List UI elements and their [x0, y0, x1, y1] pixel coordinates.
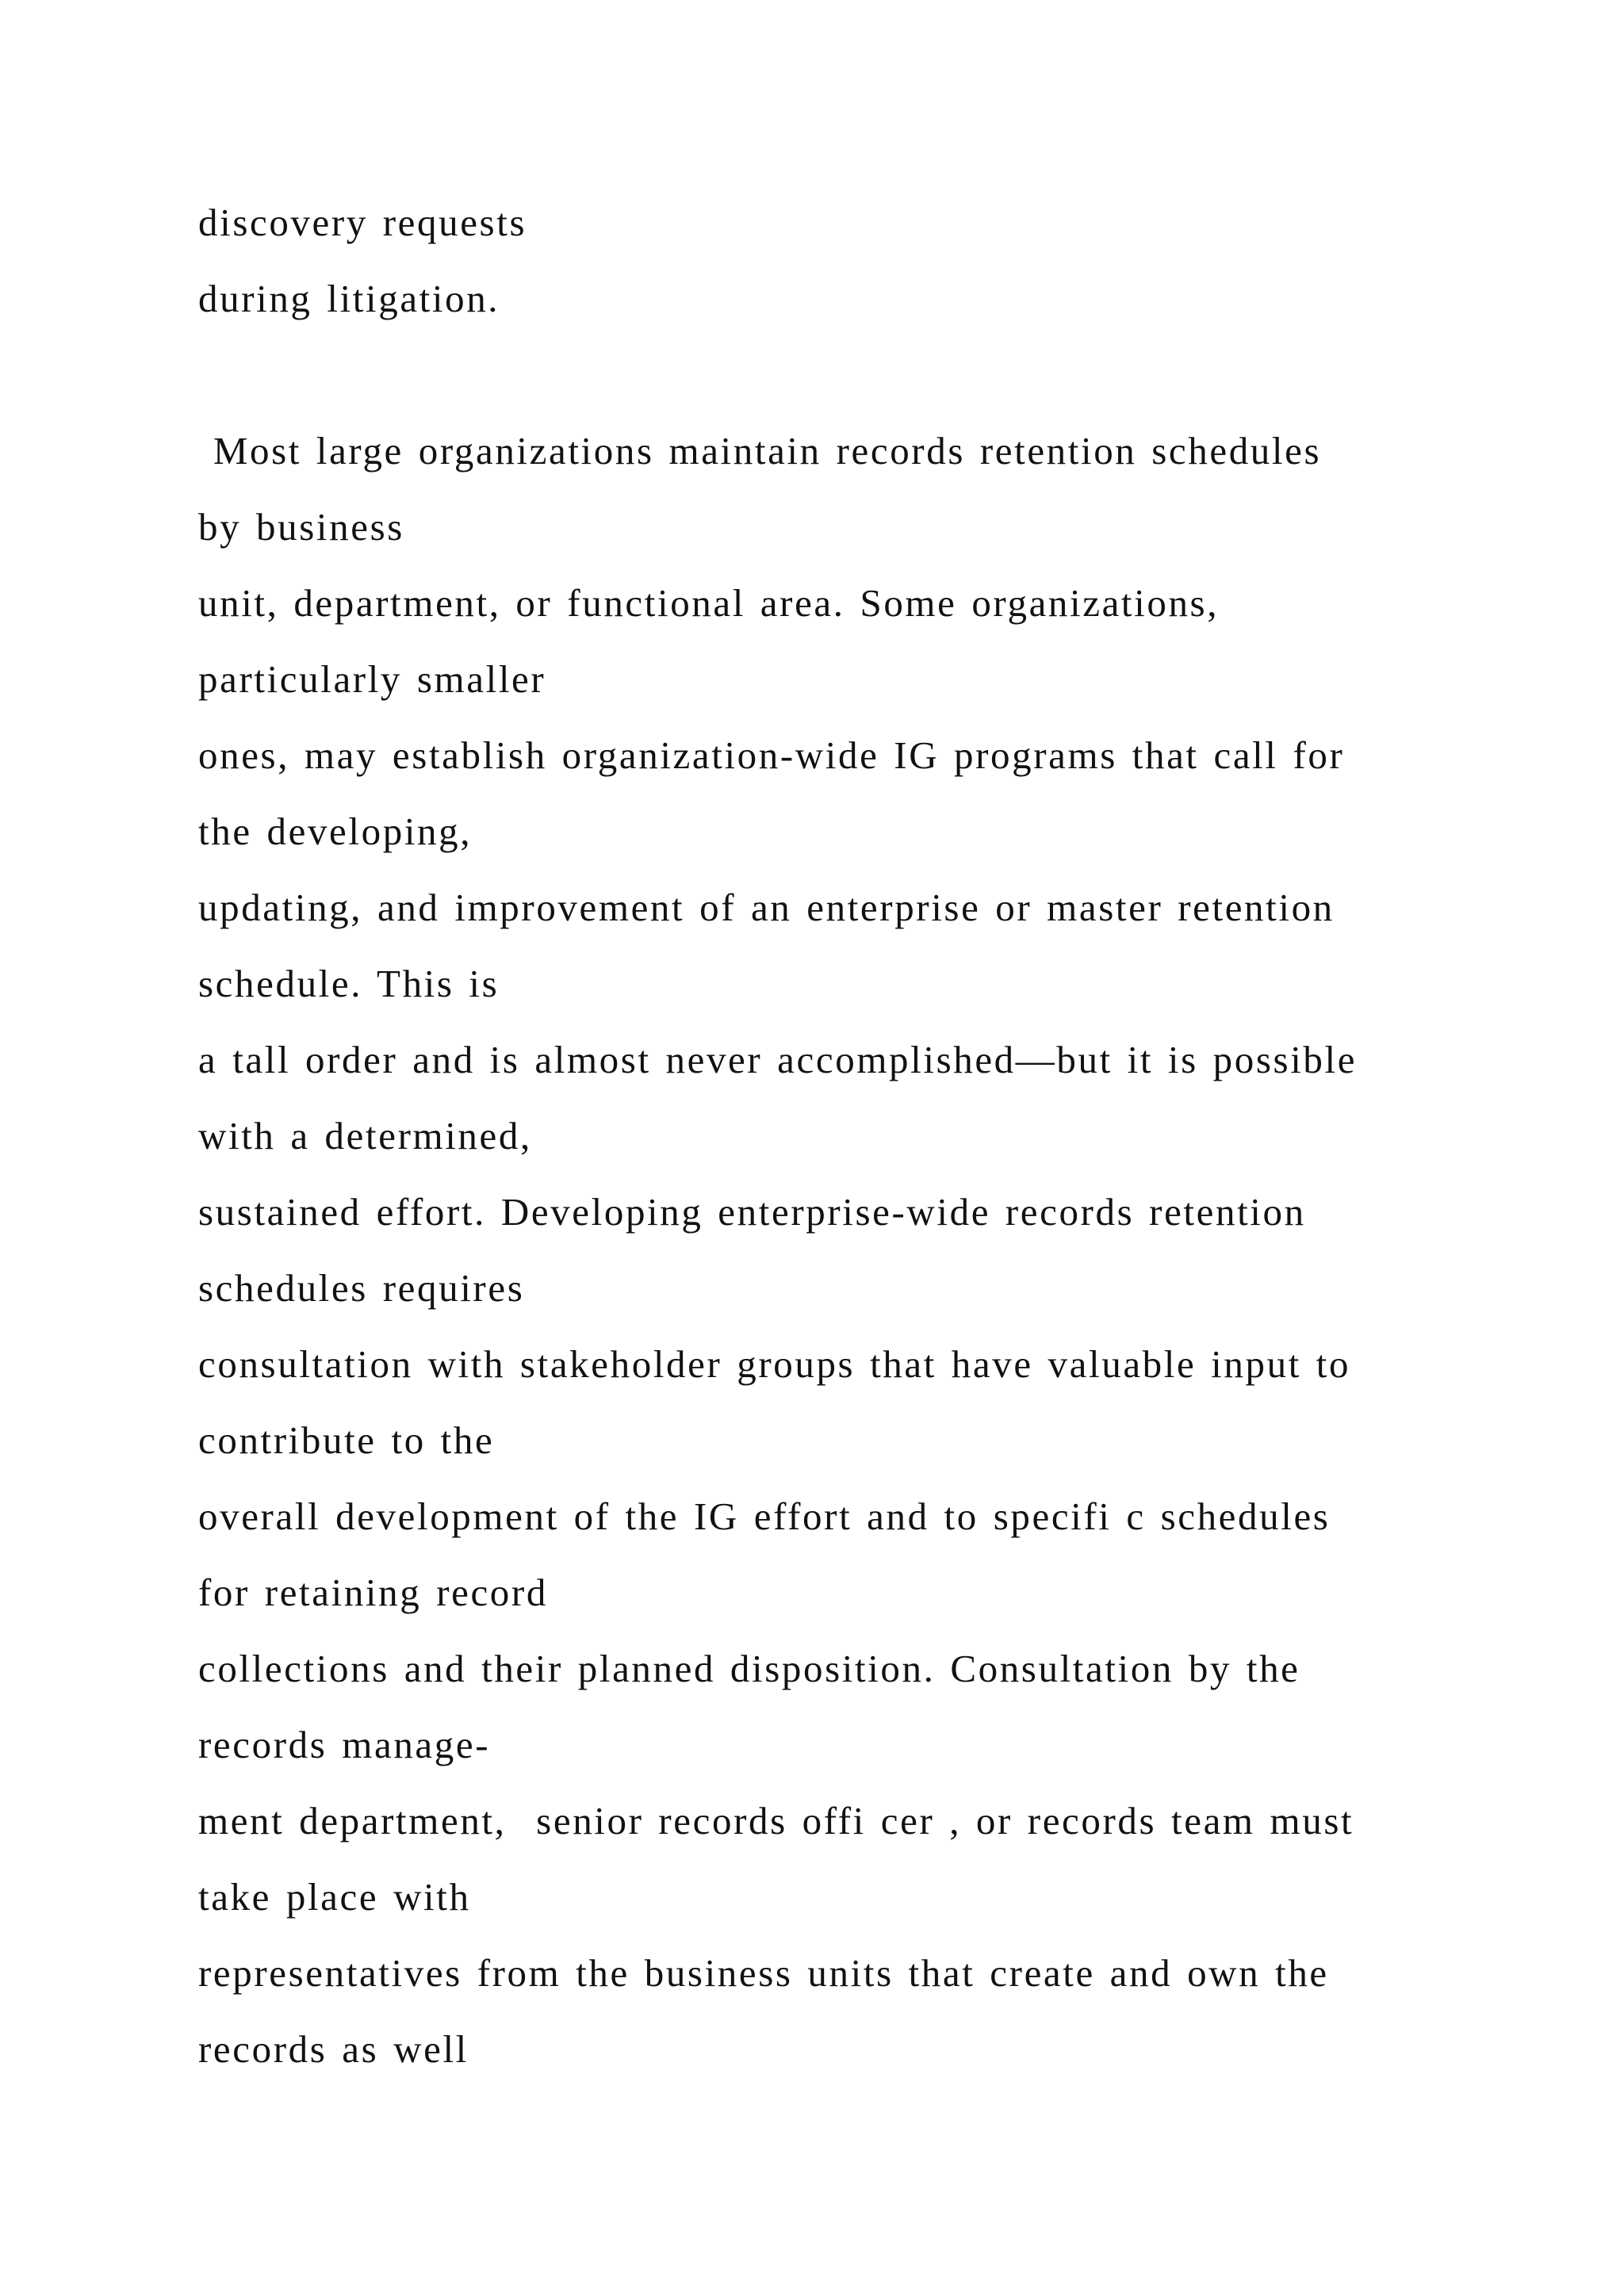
- text-line: the developing,: [198, 809, 473, 853]
- text-line: records as well: [198, 2027, 469, 2071]
- text-line: by business: [198, 505, 404, 549]
- blank-line: [198, 341, 1546, 417]
- text-line: ment department, senior records offi cer , or records team must: [198, 1799, 1354, 1843]
- text-line: updating, and improvement of an enterprise or master retention: [198, 886, 1335, 929]
- text-line: records manage-: [198, 1723, 491, 1766]
- text-line: consultation with stakeholder groups that have valuable input to: [198, 1342, 1351, 1386]
- text-line: discovery requests: [198, 201, 527, 244]
- text-line: collections and their planned disposition. Consultation by the: [198, 1647, 1300, 1690]
- text-line: for retaining record: [198, 1571, 548, 1614]
- text-line: during litigation.: [198, 277, 500, 320]
- text-line: ones, may establish organization-wide IG programs that call for: [198, 733, 1345, 777]
- text-line: with a determined,: [198, 1114, 532, 1158]
- text-line: schedules requires: [198, 1266, 525, 1310]
- text-line: contribute to the: [198, 1418, 495, 1462]
- text-line: overall development of the IG effort and to specifi c schedules: [198, 1494, 1331, 1538]
- text-line: unit, department, or functional area. Some organizations,: [198, 581, 1220, 625]
- text-line: take place with: [198, 1875, 471, 1919]
- text-line: particularly smaller: [198, 657, 546, 701]
- text-line: schedule. This is: [198, 962, 500, 1005]
- body-text: [198, 189, 1546, 2091]
- text-line: a tall order and is almost never accomplished—but it is possible: [198, 1038, 1358, 1081]
- text-line: representatives from the business units that create and own the: [198, 1951, 1329, 1995]
- text-line: Most large organizations maintain records retention schedules: [198, 429, 1322, 473]
- text-line: sustained effort. Developing enterprise-wide records retention: [198, 1190, 1306, 1234]
